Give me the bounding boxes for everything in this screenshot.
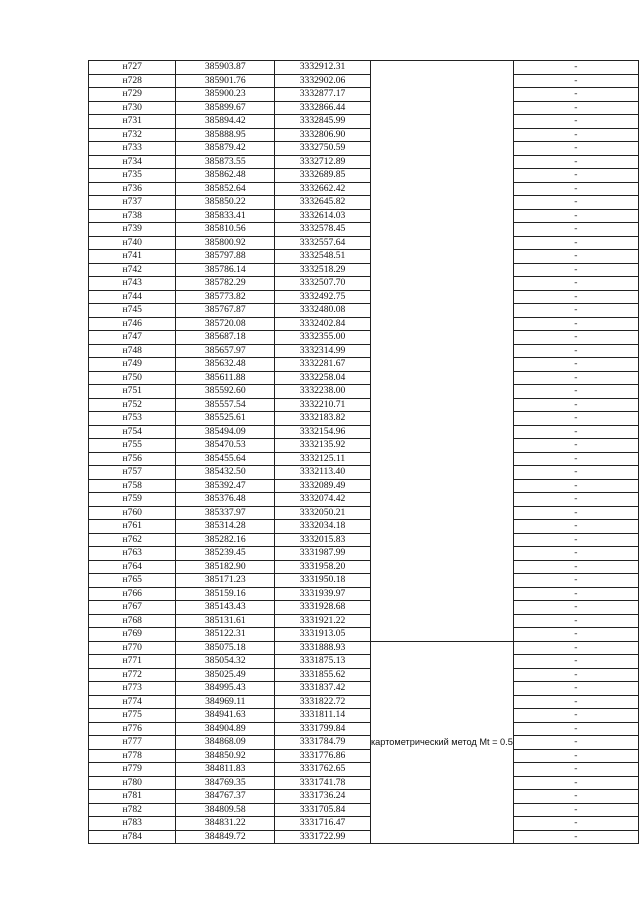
x-coordinate-cell: 384995.43 [176, 682, 275, 696]
x-coordinate-cell: 385557.54 [176, 398, 275, 412]
x-coordinate-cell: 385810.56 [176, 223, 275, 237]
point-name-cell: н784 [89, 830, 176, 844]
y-coordinate-cell: 3331875.13 [275, 655, 371, 669]
y-coordinate-cell: 3332034.18 [275, 520, 371, 534]
x-coordinate-cell: 385455.64 [176, 452, 275, 466]
accuracy-cell: - [513, 790, 638, 804]
y-coordinate-cell: 3331722.99 [275, 830, 371, 844]
table-row [89, 736, 639, 750]
x-coordinate-cell: 385131.61 [176, 614, 275, 628]
point-name-cell: н743 [89, 277, 176, 291]
accuracy-cell: - [513, 817, 638, 831]
y-coordinate-cell: 3331958.20 [275, 560, 371, 574]
y-coordinate-cell: 3331837.42 [275, 682, 371, 696]
table-row [89, 425, 639, 439]
table-row [89, 655, 639, 669]
table-row [89, 817, 639, 831]
point-name-cell: н728 [89, 74, 176, 88]
accuracy-cell: - [513, 439, 638, 453]
accuracy-cell: - [513, 74, 638, 88]
y-coordinate-cell: 3332154.96 [275, 425, 371, 439]
coordinates-table [88, 60, 639, 844]
point-name-cell: н753 [89, 412, 176, 426]
accuracy-cell: - [513, 277, 638, 291]
y-coordinate-cell: 3332877.17 [275, 88, 371, 102]
x-coordinate-cell: 385182.90 [176, 560, 275, 574]
x-coordinate-cell: 384767.37 [176, 790, 275, 804]
accuracy-cell: - [513, 560, 638, 574]
x-coordinate-cell: 385337.97 [176, 506, 275, 520]
point-name-cell: н783 [89, 817, 176, 831]
x-coordinate-cell: 385376.48 [176, 493, 275, 507]
point-name-cell: н776 [89, 722, 176, 736]
y-coordinate-cell: 3331799.84 [275, 722, 371, 736]
x-coordinate-cell: 385592.60 [176, 385, 275, 399]
accuracy-cell: - [513, 250, 638, 264]
table-row [89, 236, 639, 250]
table-row [89, 101, 639, 115]
x-coordinate-cell: 385833.41 [176, 209, 275, 223]
y-coordinate-cell: 3331822.72 [275, 695, 371, 709]
table-row [89, 520, 639, 534]
accuracy-cell: - [513, 668, 638, 682]
table-row [89, 344, 639, 358]
x-coordinate-cell: 385767.87 [176, 304, 275, 318]
point-name-cell: н729 [89, 88, 176, 102]
y-coordinate-cell: 3332050.21 [275, 506, 371, 520]
y-coordinate-cell: 3332089.49 [275, 479, 371, 493]
x-coordinate-cell: 385873.55 [176, 155, 275, 169]
y-coordinate-cell: 3332866.44 [275, 101, 371, 115]
y-coordinate-cell: 3332074.42 [275, 493, 371, 507]
table-row [89, 466, 639, 480]
accuracy-cell: - [513, 101, 638, 115]
y-coordinate-cell: 3332015.83 [275, 533, 371, 547]
y-coordinate-cell: 3332689.85 [275, 169, 371, 183]
accuracy-cell: - [513, 182, 638, 196]
table-row [89, 506, 639, 520]
point-name-cell: н741 [89, 250, 176, 264]
x-coordinate-cell: 384769.35 [176, 776, 275, 790]
accuracy-cell: - [513, 587, 638, 601]
accuracy-cell: - [513, 196, 638, 210]
y-coordinate-cell: 3332492.75 [275, 290, 371, 304]
table-row [89, 331, 639, 345]
accuracy-cell: - [513, 371, 638, 385]
point-name-cell: н782 [89, 803, 176, 817]
y-coordinate-cell: 3332281.67 [275, 358, 371, 372]
point-name-cell: н769 [89, 628, 176, 642]
table-row [89, 628, 639, 642]
y-coordinate-cell: 3332355.00 [275, 331, 371, 345]
accuracy-cell: - [513, 763, 638, 777]
accuracy-cell: - [513, 803, 638, 817]
table-row [89, 830, 639, 844]
table-row [89, 533, 639, 547]
accuracy-cell: - [513, 493, 638, 507]
accuracy-cell: - [513, 88, 638, 102]
y-coordinate-cell: 3332845.99 [275, 115, 371, 129]
point-name-cell: н749 [89, 358, 176, 372]
y-coordinate-cell: 3331888.93 [275, 641, 371, 655]
accuracy-cell: - [513, 358, 638, 372]
point-name-cell: н750 [89, 371, 176, 385]
accuracy-cell: - [513, 655, 638, 669]
y-coordinate-cell: 3331716.47 [275, 817, 371, 831]
table-row [89, 88, 639, 102]
accuracy-cell: - [513, 466, 638, 480]
y-coordinate-cell: 3332557.64 [275, 236, 371, 250]
accuracy-cell: - [513, 506, 638, 520]
point-name-cell: н768 [89, 614, 176, 628]
accuracy-cell: - [513, 736, 638, 750]
table-row [89, 182, 639, 196]
accuracy-cell: - [513, 61, 638, 75]
accuracy-cell: - [513, 533, 638, 547]
table-row [89, 385, 639, 399]
x-coordinate-cell: 385525.61 [176, 412, 275, 426]
table-row [89, 722, 639, 736]
point-name-cell: н764 [89, 560, 176, 574]
accuracy-cell: - [513, 385, 638, 399]
x-coordinate-cell: 385786.14 [176, 263, 275, 277]
y-coordinate-cell: 3332712.89 [275, 155, 371, 169]
accuracy-cell: - [513, 223, 638, 237]
accuracy-cell: - [513, 236, 638, 250]
x-coordinate-cell: 385432.50 [176, 466, 275, 480]
point-name-cell: н773 [89, 682, 176, 696]
accuracy-cell: - [513, 209, 638, 223]
point-name-cell: н770 [89, 641, 176, 655]
point-name-cell: н740 [89, 236, 176, 250]
point-name-cell: н758 [89, 479, 176, 493]
point-name-cell: н748 [89, 344, 176, 358]
y-coordinate-cell: 3332645.82 [275, 196, 371, 210]
accuracy-cell: - [513, 412, 638, 426]
accuracy-cell: - [513, 425, 638, 439]
method-cell: картометрический метод Mt = 0.5 [370, 641, 513, 844]
accuracy-cell: - [513, 776, 638, 790]
accuracy-cell: - [513, 263, 638, 277]
table-row [89, 115, 639, 129]
y-coordinate-cell: 3332662.42 [275, 182, 371, 196]
point-name-cell: н752 [89, 398, 176, 412]
accuracy-cell: - [513, 547, 638, 561]
table-row [89, 209, 639, 223]
table-row [89, 709, 639, 723]
table-row [89, 547, 639, 561]
accuracy-cell: - [513, 830, 638, 844]
table-row [89, 317, 639, 331]
point-name-cell: н744 [89, 290, 176, 304]
y-coordinate-cell: 3331736.24 [275, 790, 371, 804]
x-coordinate-cell: 385239.45 [176, 547, 275, 561]
x-coordinate-cell: 385850.22 [176, 196, 275, 210]
x-coordinate-cell: 385720.08 [176, 317, 275, 331]
y-coordinate-cell: 3331705.84 [275, 803, 371, 817]
table-row [89, 61, 639, 75]
accuracy-cell: - [513, 479, 638, 493]
x-coordinate-cell: 385903.87 [176, 61, 275, 75]
accuracy-cell: - [513, 155, 638, 169]
table-row [89, 371, 639, 385]
accuracy-cell: - [513, 520, 638, 534]
point-name-cell: н765 [89, 574, 176, 588]
y-coordinate-cell: 3332183.82 [275, 412, 371, 426]
point-name-cell: н772 [89, 668, 176, 682]
accuracy-cell: - [513, 601, 638, 615]
table-row [89, 304, 639, 318]
x-coordinate-cell: 384811.83 [176, 763, 275, 777]
table-row [89, 614, 639, 628]
x-coordinate-cell: 384809.58 [176, 803, 275, 817]
table-row [89, 776, 639, 790]
y-coordinate-cell: 3331939.97 [275, 587, 371, 601]
point-name-cell: н746 [89, 317, 176, 331]
x-coordinate-cell: 385171.23 [176, 574, 275, 588]
y-coordinate-cell: 3331950.18 [275, 574, 371, 588]
point-name-cell: н745 [89, 304, 176, 318]
x-coordinate-cell: 385687.18 [176, 331, 275, 345]
x-coordinate-cell: 385852.64 [176, 182, 275, 196]
point-name-cell: н761 [89, 520, 176, 534]
accuracy-cell: - [513, 614, 638, 628]
table-row [89, 641, 639, 655]
point-name-cell: н731 [89, 115, 176, 129]
point-name-cell: н779 [89, 763, 176, 777]
point-name-cell: н775 [89, 709, 176, 723]
accuracy-cell: - [513, 169, 638, 183]
point-name-cell: н754 [89, 425, 176, 439]
y-coordinate-cell: 3332750.59 [275, 142, 371, 156]
x-coordinate-cell: 384831.22 [176, 817, 275, 831]
y-coordinate-cell: 3332402.84 [275, 317, 371, 331]
x-coordinate-cell: 385143.43 [176, 601, 275, 615]
table-row [89, 128, 639, 142]
accuracy-cell: - [513, 128, 638, 142]
point-name-cell: н735 [89, 169, 176, 183]
x-coordinate-cell: 385632.48 [176, 358, 275, 372]
table-row [89, 250, 639, 264]
y-coordinate-cell: 3332258.04 [275, 371, 371, 385]
x-coordinate-cell: 385862.48 [176, 169, 275, 183]
accuracy-cell: - [513, 290, 638, 304]
table-row [89, 223, 639, 237]
point-name-cell: н780 [89, 776, 176, 790]
y-coordinate-cell: 3331921.22 [275, 614, 371, 628]
x-coordinate-cell: 385159.16 [176, 587, 275, 601]
y-coordinate-cell: 3332125.11 [275, 452, 371, 466]
accuracy-cell: - [513, 452, 638, 466]
point-name-cell: н778 [89, 749, 176, 763]
y-coordinate-cell: 3332238.00 [275, 385, 371, 399]
point-name-cell: н732 [89, 128, 176, 142]
table-row [89, 763, 639, 777]
x-coordinate-cell: 385888.95 [176, 128, 275, 142]
x-coordinate-cell: 384850.92 [176, 749, 275, 763]
accuracy-cell: - [513, 695, 638, 709]
point-name-cell: н736 [89, 182, 176, 196]
y-coordinate-cell: 3332912.31 [275, 61, 371, 75]
y-coordinate-cell: 3332902.06 [275, 74, 371, 88]
accuracy-cell: - [513, 331, 638, 345]
table-row [89, 601, 639, 615]
accuracy-cell: - [513, 641, 638, 655]
x-coordinate-cell: 385054.32 [176, 655, 275, 669]
x-coordinate-cell: 385901.76 [176, 74, 275, 88]
x-coordinate-cell: 385800.92 [176, 236, 275, 250]
y-coordinate-cell: 3331784.79 [275, 736, 371, 750]
table-row [89, 196, 639, 210]
x-coordinate-cell: 385392.47 [176, 479, 275, 493]
accuracy-cell: - [513, 317, 638, 331]
y-coordinate-cell: 3331855.62 [275, 668, 371, 682]
y-coordinate-cell: 3331987.99 [275, 547, 371, 561]
x-coordinate-cell: 384849.72 [176, 830, 275, 844]
point-name-cell: н730 [89, 101, 176, 115]
point-name-cell: н756 [89, 452, 176, 466]
x-coordinate-cell: 384941.63 [176, 709, 275, 723]
point-name-cell: н739 [89, 223, 176, 237]
point-name-cell: н760 [89, 506, 176, 520]
point-name-cell: н766 [89, 587, 176, 601]
accuracy-cell: - [513, 682, 638, 696]
table-row [89, 493, 639, 507]
y-coordinate-cell: 3332314.99 [275, 344, 371, 358]
point-name-cell: н737 [89, 196, 176, 210]
y-coordinate-cell: 3332507.70 [275, 277, 371, 291]
point-name-cell: н751 [89, 385, 176, 399]
x-coordinate-cell: 385900.23 [176, 88, 275, 102]
y-coordinate-cell: 3332480.08 [275, 304, 371, 318]
table-row [89, 398, 639, 412]
table-row [89, 668, 639, 682]
point-name-cell: н727 [89, 61, 176, 75]
y-coordinate-cell: 3332210.71 [275, 398, 371, 412]
point-name-cell: н762 [89, 533, 176, 547]
method-cell [370, 61, 513, 642]
table-row [89, 452, 639, 466]
x-coordinate-cell: 385894.42 [176, 115, 275, 129]
x-coordinate-cell: 385879.42 [176, 142, 275, 156]
table-row [89, 587, 639, 601]
accuracy-cell: - [513, 398, 638, 412]
y-coordinate-cell: 3332548.51 [275, 250, 371, 264]
point-name-cell: н755 [89, 439, 176, 453]
point-name-cell: н738 [89, 209, 176, 223]
accuracy-cell: - [513, 628, 638, 642]
point-name-cell: н747 [89, 331, 176, 345]
table-row [89, 169, 639, 183]
y-coordinate-cell: 3332614.03 [275, 209, 371, 223]
x-coordinate-cell: 385899.67 [176, 101, 275, 115]
table-row [89, 155, 639, 169]
accuracy-cell: - [513, 574, 638, 588]
x-coordinate-cell: 385782.29 [176, 277, 275, 291]
table-row [89, 682, 639, 696]
point-name-cell: н742 [89, 263, 176, 277]
x-coordinate-cell: 385122.31 [176, 628, 275, 642]
point-name-cell: н777 [89, 736, 176, 750]
accuracy-cell: - [513, 344, 638, 358]
table-row [89, 574, 639, 588]
accuracy-cell: - [513, 304, 638, 318]
point-name-cell: н763 [89, 547, 176, 561]
point-name-cell: н774 [89, 695, 176, 709]
table-row [89, 263, 639, 277]
table-row [89, 803, 639, 817]
table-row [89, 74, 639, 88]
y-coordinate-cell: 3332806.90 [275, 128, 371, 142]
accuracy-cell: - [513, 722, 638, 736]
table-row [89, 695, 639, 709]
table-row [89, 790, 639, 804]
point-name-cell: н757 [89, 466, 176, 480]
table-row [89, 439, 639, 453]
x-coordinate-cell: 385314.28 [176, 520, 275, 534]
point-name-cell: н781 [89, 790, 176, 804]
y-coordinate-cell: 3331913.05 [275, 628, 371, 642]
y-coordinate-cell: 3331776.86 [275, 749, 371, 763]
point-name-cell: н733 [89, 142, 176, 156]
x-coordinate-cell: 385797.88 [176, 250, 275, 264]
x-coordinate-cell: 385773.82 [176, 290, 275, 304]
point-name-cell: н767 [89, 601, 176, 615]
accuracy-cell: - [513, 749, 638, 763]
table-row [89, 412, 639, 426]
y-coordinate-cell: 3331928.68 [275, 601, 371, 615]
y-coordinate-cell: 3331811.14 [275, 709, 371, 723]
accuracy-cell: - [513, 142, 638, 156]
x-coordinate-cell: 385025.49 [176, 668, 275, 682]
point-name-cell: н734 [89, 155, 176, 169]
table-row [89, 479, 639, 493]
x-coordinate-cell: 385282.16 [176, 533, 275, 547]
x-coordinate-cell: 385075.18 [176, 641, 275, 655]
x-coordinate-cell: 385611.88 [176, 371, 275, 385]
y-coordinate-cell: 3332113.40 [275, 466, 371, 480]
x-coordinate-cell: 384904.89 [176, 722, 275, 736]
table-row [89, 560, 639, 574]
x-coordinate-cell: 385494.09 [176, 425, 275, 439]
point-name-cell: н759 [89, 493, 176, 507]
table-row [89, 290, 639, 304]
table-row [89, 277, 639, 291]
y-coordinate-cell: 3331762.65 [275, 763, 371, 777]
table-row [89, 358, 639, 372]
y-coordinate-cell: 3332135.92 [275, 439, 371, 453]
x-coordinate-cell: 385657.97 [176, 344, 275, 358]
point-name-cell: н771 [89, 655, 176, 669]
x-coordinate-cell: 384868.09 [176, 736, 275, 750]
accuracy-cell: - [513, 115, 638, 129]
y-coordinate-cell: 3331741.78 [275, 776, 371, 790]
coordinates-table-body [89, 61, 639, 844]
x-coordinate-cell: 385470.53 [176, 439, 275, 453]
y-coordinate-cell: 3332578.45 [275, 223, 371, 237]
table-row [89, 749, 639, 763]
x-coordinate-cell: 384969.11 [176, 695, 275, 709]
accuracy-cell: - [513, 709, 638, 723]
y-coordinate-cell: 3332518.29 [275, 263, 371, 277]
table-row [89, 142, 639, 156]
